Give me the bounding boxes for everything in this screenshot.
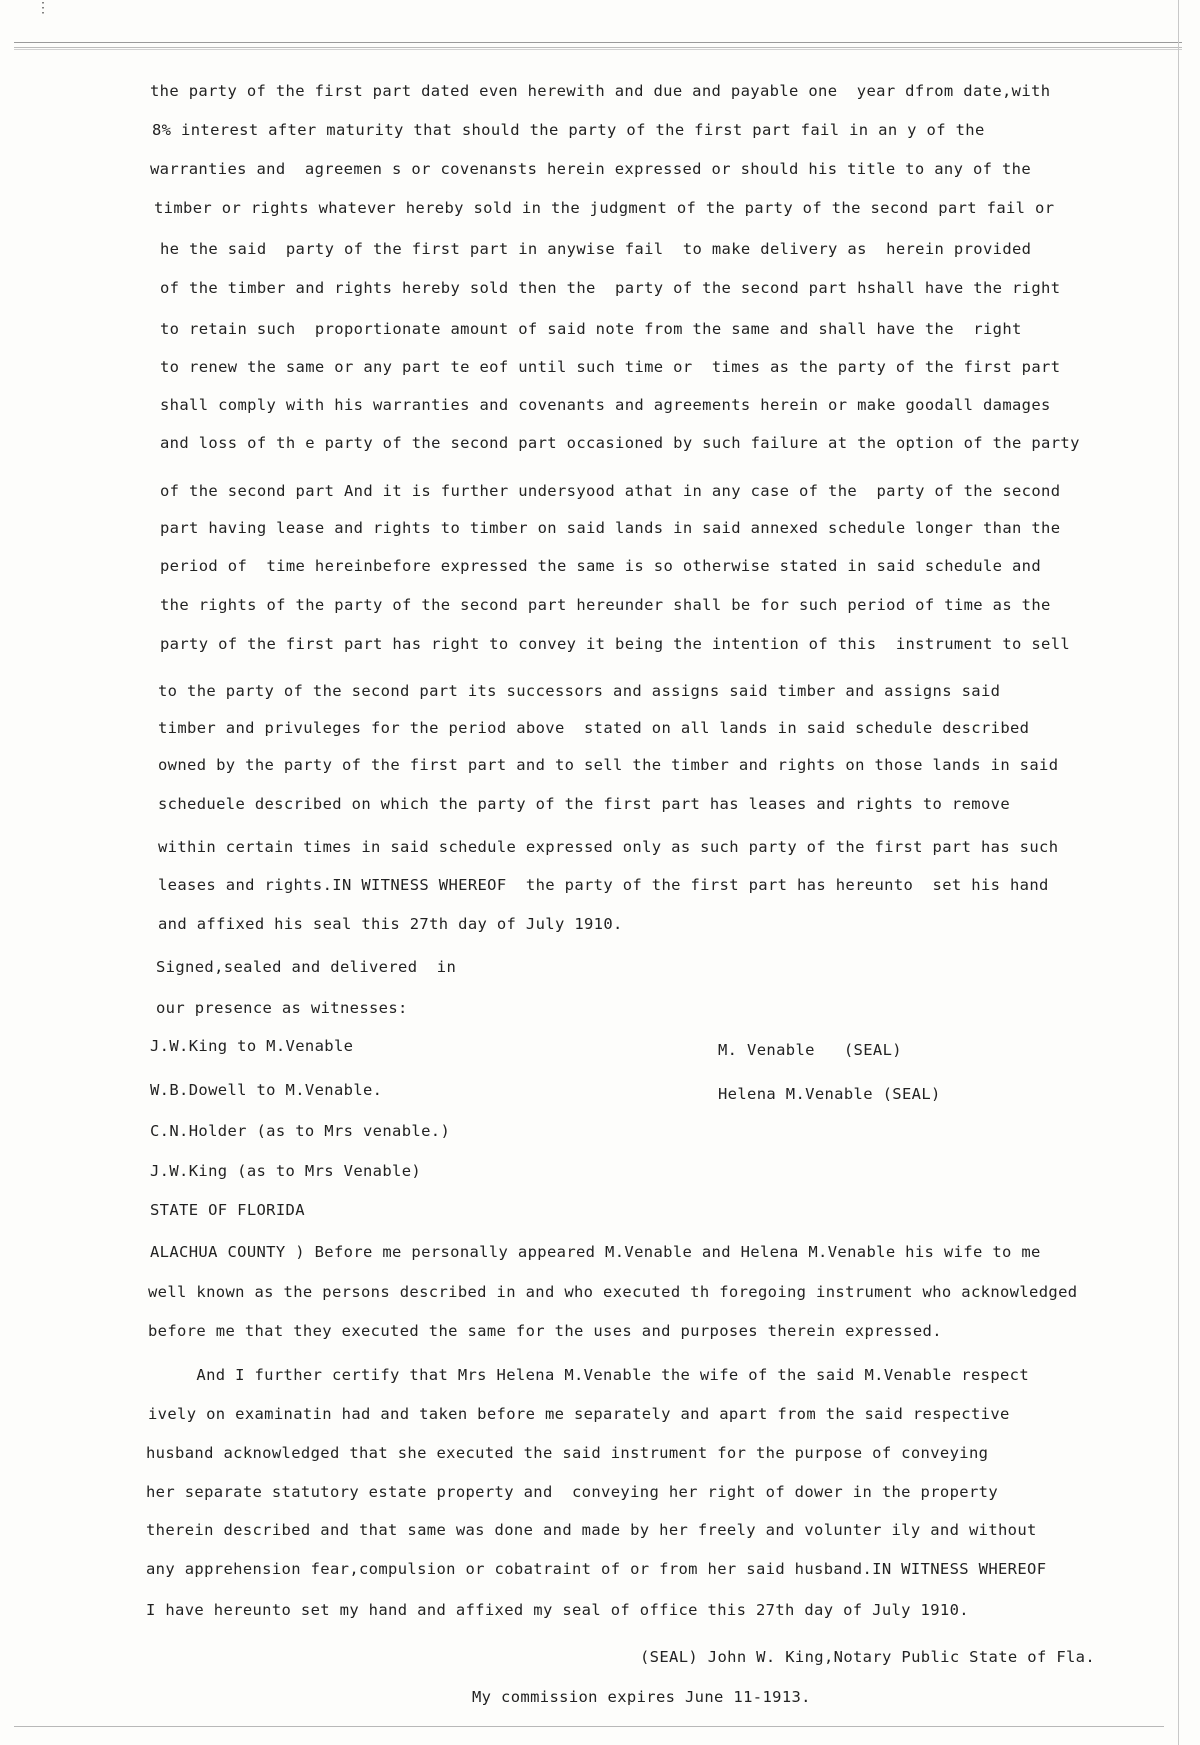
body-line: 8% interest after maturity that should the party of the first part fail in an y of the [152,121,985,139]
state-heading: STATE OF FLORIDA [150,1201,305,1219]
ack-line: ALACHUA COUNTY ) Before me personally appeared M.Venable and Helena M.Venable his wife to me [150,1243,1041,1261]
top-rule-secondary [14,49,1182,50]
body-line: period of time hereinbefore expressed the same is so otherwise stated in said schedule and [160,557,1042,575]
cert-line: therein described and that same was done and made by her freely and volunter ily and without [146,1521,1037,1539]
body-line: timber or rights whatever hereby sold in the judgment of the party of the second part fail or [154,199,1055,217]
body-line: timber and privuleges for the period above stated on all lands in said schedule described [158,719,1030,737]
cert-line: her separate statutory estate property and conveying her right of dower in the property [146,1483,998,1501]
cert-line: I have hereunto set my hand and affixed my seal of office this 27th day of July 1910. [146,1601,969,1619]
body-line: of the second part And it is further undersyood athat in any case of the party of the second [160,482,1061,500]
right-page-edge [1178,0,1179,1745]
cert-line: ively on examinatin had and taken before me separately and apart from the said respective [148,1405,1010,1423]
corner-mark: ⋮ [36,0,50,16]
body-line: and affixed his seal this 27th day of July 1910. [158,915,623,933]
witness-line: J.W.King to M.Venable [150,1037,354,1055]
witness-line: C.N.Holder (as to Mrs venable.) [150,1122,451,1140]
body-line: scheduele described on which the party of the first part has leases and rights to remove [158,795,1010,813]
body-line: of the timber and rights hereby sold then the party of the second part hshall have the right [160,279,1061,297]
notary-signature-line: (SEAL) John W. King,Notary Public State of Fla. [640,1648,1096,1666]
top-rule [14,42,1182,48]
body-line: within certain times in said schedule expressed only as such party of the first part has such [158,838,1059,856]
body-line: the party of the first part dated even herewith and due and payable one year dfrom date,with [150,82,1051,100]
body-line: to renew the same or any part te eof until such time or times as the party of the first part [160,358,1061,376]
body-line: and loss of th e party of the second part occasioned by such failure at the option of the party [160,434,1080,452]
body-line: to the party of the second part its successors and assigns said timber and assigns said [158,682,1001,700]
body-line: warranties and agreemen s or covenansts herein expressed or should his title to any of the [150,160,1032,178]
witnesses-heading: our presence as witnesses: [156,999,408,1017]
body-line: party of the first part has right to convey it being the intention of this instrument to sell [160,635,1071,653]
witness-line: J.W.King (as to Mrs Venable) [150,1162,422,1180]
body-line: to retain such proportionate amount of said note from the same and shall have the right [160,320,1022,338]
body-line: shall comply with his warranties and covenants and agreements herein or make goodall damages [160,396,1051,414]
signature-helena-venable: Helena M.Venable (SEAL) [718,1085,941,1103]
commission-expiry-line: My commission expires June 11-1913. [472,1688,811,1706]
cert-line: And I further certify that Mrs Helena M.Venable the wife of the said M.Venable respect [148,1366,1030,1384]
cert-line: any apprehension fear,compulsion or cobatraint of or from her said husband.IN WITNESS WHEREOF [146,1560,1047,1578]
body-line: leases and rights.IN WITNESS WHEREOF the party of the first part has hereunto set his hand [158,876,1049,894]
body-line: owned by the party of the first part and to sell the timber and rights on those lands in said [158,756,1059,774]
witness-line: W.B.Dowell to M.Venable. [150,1081,383,1099]
ack-line: before me that they executed the same for the uses and purposes therein expressed. [148,1322,942,1340]
cert-line: husband acknowledged that she executed the said instrument for the purpose of conveying [146,1444,989,1462]
ack-line: well known as the persons described in and who executed th foregoing instrument who acknowledged [148,1283,1078,1301]
body-line: the rights of the party of the second part hereunder shall be for such period of time as the [160,596,1051,614]
signature-m-venable: M. Venable (SEAL) [718,1041,902,1059]
signed-sealed-line: Signed,sealed and delivered in [156,958,457,976]
bottom-rule [14,1726,1164,1727]
body-line: he the said party of the first part in anywise fail to make delivery as herein provided [160,240,1032,258]
body-line: part having lease and rights to timber on said lands in said annexed schedule longer than the [160,519,1061,537]
